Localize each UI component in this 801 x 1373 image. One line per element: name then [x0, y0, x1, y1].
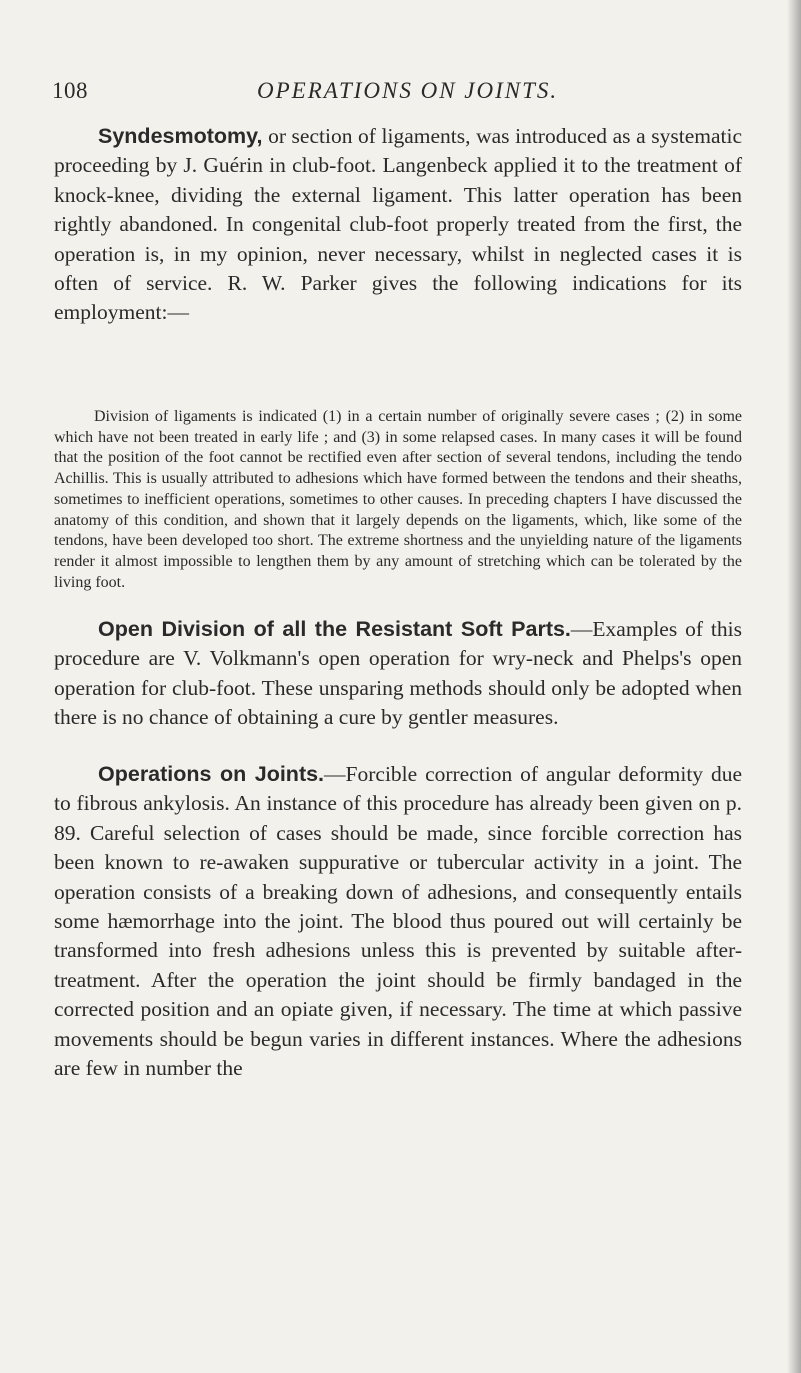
syndesmotomy-body: or section of ligaments, was introduced as a systematic proceeding by J. Guérin in club-foot. Langenbeck applied it to the treatment of knock-knee, dividing the external ligament. This latter operation has been rightly abandoned. In congenital club-foot properly treated from the first, the operation is, in my opinion, never necessary, whilst in neglected cases it is often of service. R. W. Parker gives the following indications for its employment:—: [54, 124, 742, 325]
syndesmotomy-section: [54, 122, 742, 328]
quote-section: [54, 407, 742, 593]
open-division-body: —Examples of this procedure are V. Volkmann's open operation for wry-neck and Phelps's open operation for club-foot. These unsparing methods should only be adopted when there is no chance of obtaining a cure by gentler measures.: [54, 617, 742, 730]
operations-on-joints-paragraph: [54, 760, 742, 1083]
syndesmotomy-heading: Syndesmotomy,: [98, 124, 263, 148]
open-division-paragraph: [54, 615, 742, 733]
operations-on-joints-body: —Forcible correction of angular deformity due to fibrous ankylosis. An instance of this procedure has already been given on p. 89. Careful selection of cases should be made, since forcible correction has been known to re-awaken suppurative or tubercular activity in a joint. The operation consists of a breaking down of adhesions, and consequently entails some hæmorrhage into the joint. The blood thus poured out will certainly be transformed into fresh adhesions unless this is prevented by suitable after-treatment. After the operation the joint should be firmly bandaged in the corrected position and an opiate given, if necessary. The time at which passive movements should be begun varies in different instances. Where the adhesions are few in number the: [54, 762, 742, 1081]
page-number: 108: [52, 78, 88, 103]
syndesmotomy-paragraph: [54, 122, 742, 328]
page-edge-shadow: [787, 0, 801, 1373]
open-division-heading: Open Division of all the Resistant Soft Parts.: [98, 617, 571, 641]
open-division-section: [54, 615, 742, 733]
running-title: OPERATIONS ON JOINTS.: [257, 78, 559, 103]
page-header: [52, 78, 772, 114]
quoted-passage: Division of ligaments is indicated (1) in a certain number of originally severe cases ; (2) in some which have not been treated in early life ; and (3) in some relapsed cases. In many cases it will be found that the position of the foot cannot be rectified even after section of several tendons, including the tendo Achillis. This is usually attributed to adhesions which have formed between the tendons and their sheaths, sometimes to inefficient operations, sometimes to other causes. In preceding chapters I have discussed the anatomy of this condition, and shown that it largely depends on the ligaments, which, like some of the tendons, have been developed too short. The extreme shortness and the unyielding nature of the ligaments render it almost impossible to lengthen them by any amount of stretching which can be tolerated by the living foot.: [54, 408, 742, 591]
operations-on-joints-section: [54, 760, 742, 1083]
operations-on-joints-heading: Operations on Joints.: [98, 762, 325, 786]
